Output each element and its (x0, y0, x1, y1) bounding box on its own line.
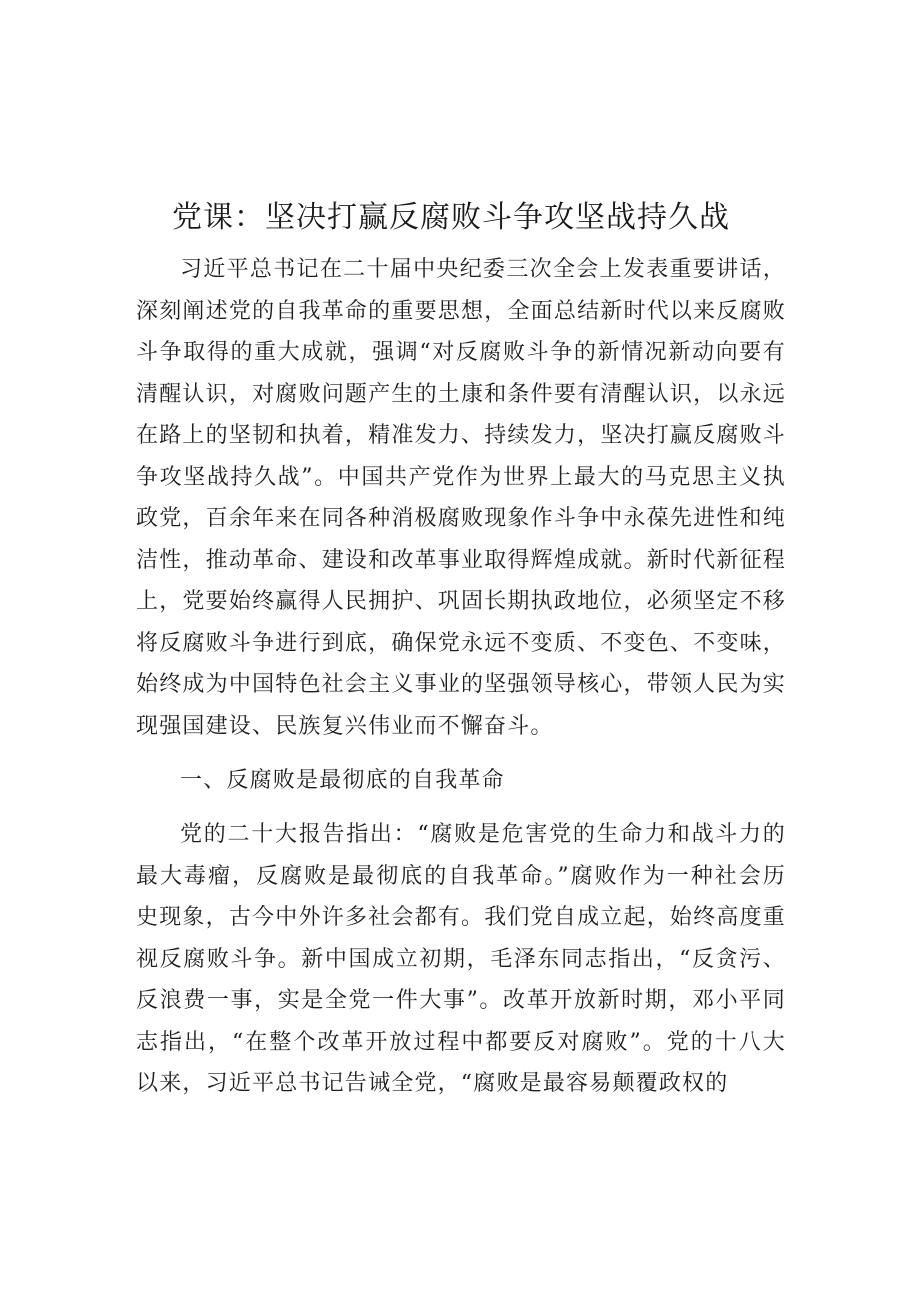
section-heading: 一、反腐败是最彻底的自我革命 (180, 768, 505, 793)
document-title: 党课：坚决打赢反腐败斗争攻坚战持久战 (172, 200, 730, 235)
intro-paragraph: 习近平总书记在二十届中央纪委三次全会上发表重要讲话，深刻阐述党的自我革命的重要思想，全面总结新时代以来反腐败斗争取得的重大成就，强调“对反腐败斗争的新情况新动向要有清醒认识，对腐败问题产生的土康和条件要有清醒认识，以永远在路上的坚韧和执着，精准发力、持续发力，坚决打赢反腐败斗争攻坚战持久战”。中国共产党作为世界上最大的马克思主义执政党，百余年来在同各种消极腐败现象作斗争中永葆先进性和纯洁性，推动革命、建设和改革事业取得辉煌成就。新时代新征程上，党要始终赢得人民拥护、巩固长期执政地位，必须坚定不移将反腐败斗争进行到底，确保党永远不变质、不变色、不变味，始终成为中国特色社会主义事业的坚强领导核心，带领人民为实现强国建设、民族复兴伟业而不懈奋斗。 (136, 257, 786, 739)
section-paragraph: 党的二十大报告指出：“腐败是危害党的生命力和战斗力的最大毒瘤，反腐败是最彻底的自我革命。”腐败作为一种社会历史现象，古今中外许多社会都有。我们党自成立起，始终高度重视反腐败斗争。新中国成立初期，毛泽东同志指出，“反贪污、反浪费一事，实是全党一件大事”。改革开放新时期，邓小平同志指出，“在整个改革开放过程中都要反对腐败”。党的十八大以来，习近平总书记告诫全党，“腐败是最容易颠覆政权的 (136, 822, 786, 1096)
